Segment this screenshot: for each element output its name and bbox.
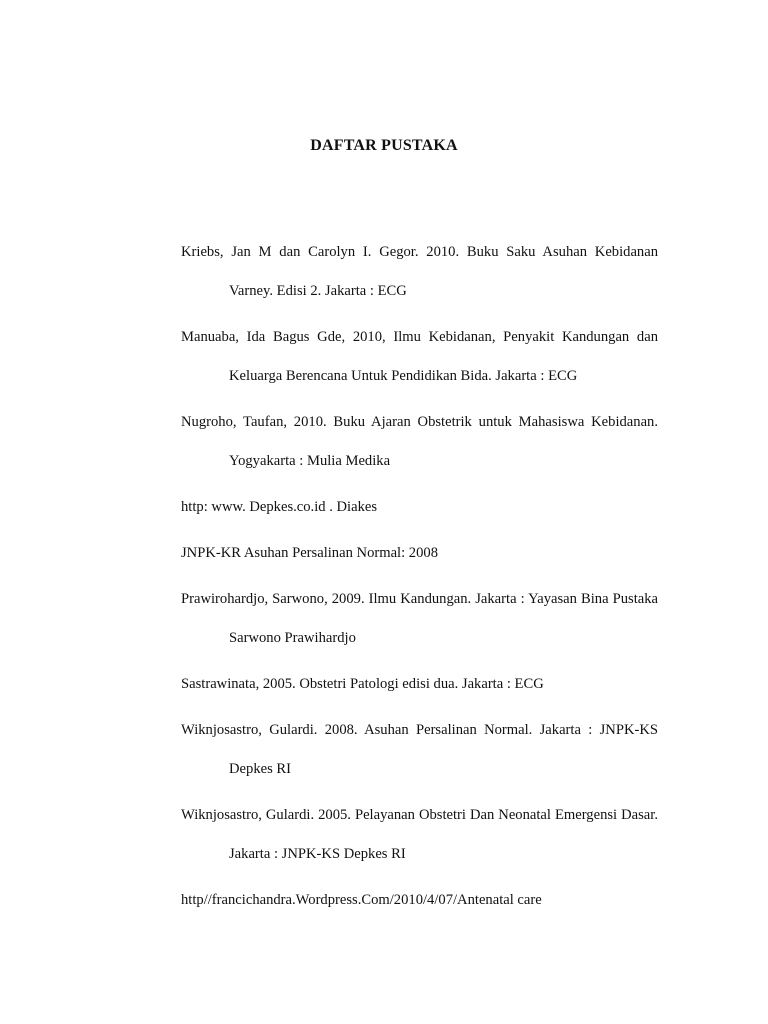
- reference-item: Kriebs, Jan M dan Carolyn I. Gegor. 2010. Buku Saku Asuhan Kebidanan Varney. Edisi 2. Jakarta : ECG: [181, 244, 658, 299]
- reference-list: [181, 233, 658, 927]
- page-title: DAFTAR PUSTAKA: [310, 137, 458, 154]
- reference-item: Wiknjosastro, Gulardi. 2005. Pelayanan Obstetri Dan Neonatal Emergensi Dasar. Jakarta : JNPK-KS Depkes RI: [181, 807, 658, 862]
- reference-item: http//francichandra.Wordpress.Com/2010/4/07/Antenatal care: [181, 892, 542, 908]
- reference-item: JNPK-KR Asuhan Persalinan Normal: 2008: [181, 545, 438, 561]
- reference-item: Manuaba, Ida Bagus Gde, 2010, Ilmu Kebidanan, Penyakit Kandungan dan Keluarga Berencana Untuk Pendidikan Bida. Jakarta : ECG: [181, 329, 658, 384]
- reference-item: Wiknjosastro, Gulardi. 2008. Asuhan Persalinan Normal. Jakarta : JNPK-KS Depkes RI: [181, 722, 658, 777]
- reference-item: Prawirohardjo, Sarwono, 2009. Ilmu Kandungan. Jakarta : Yayasan Bina Pustaka Sarwono Prawihardjo: [181, 591, 658, 646]
- reference-item: http: www. Depkes.co.id . Diakes: [181, 499, 378, 515]
- reference-item: Nugroho, Taufan, 2010. Buku Ajaran Obstetrik untuk Mahasiswa Kebidanan. Yogyakarta : Mulia Medika: [181, 414, 658, 469]
- reference-item: Sastrawinata, 2005. Obstetri Patologi edisi dua. Jakarta : ECG: [181, 676, 544, 692]
